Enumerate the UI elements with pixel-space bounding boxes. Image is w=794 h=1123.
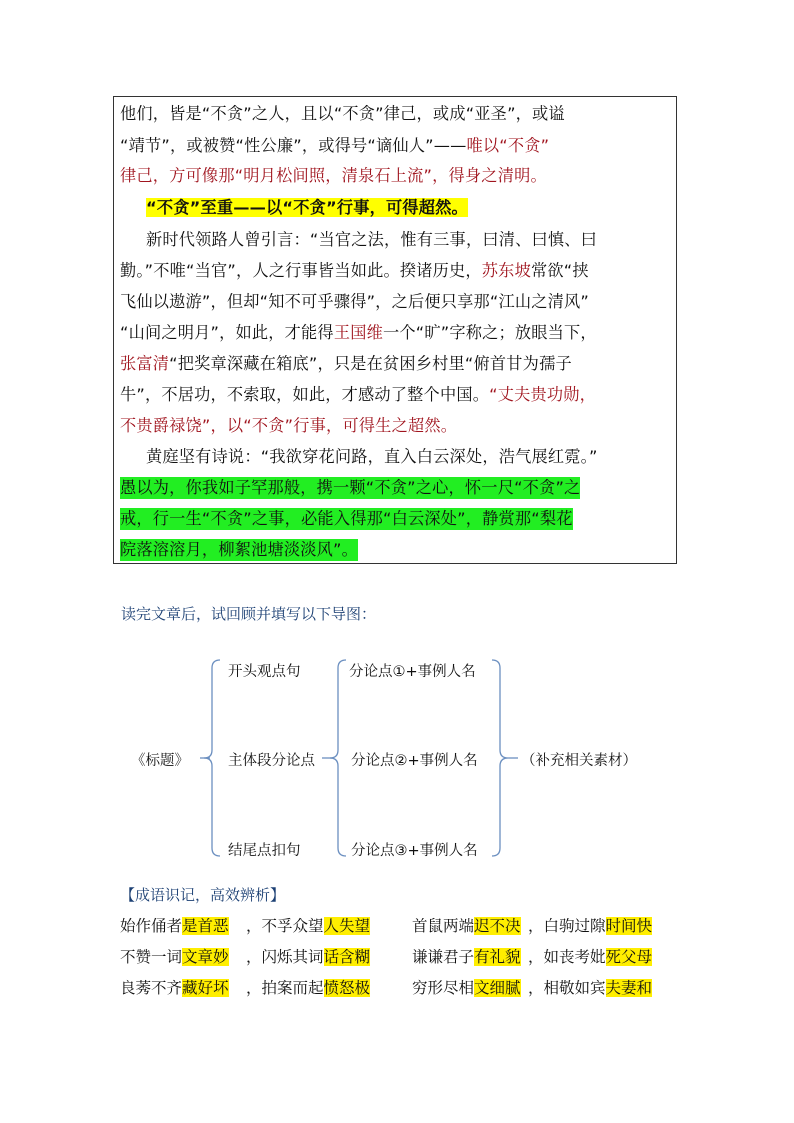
idiom-meaning-highlight: 是首恶 — [182, 917, 229, 935]
passage-line: 黄庭坚有诗说：“我欲穿花问路，直入白云深处，浩气展红霓。” — [146, 447, 598, 466]
passage-emphasis: 唯以“不贪” — [466, 136, 550, 155]
idiom-meaning-highlight: 话含糊 — [323, 948, 371, 966]
person-name: 王国维 — [333, 323, 383, 342]
mindmap-root: 《标题》 — [131, 753, 189, 769]
mindmap-point-1: 分论点①+事例人名 — [349, 664, 476, 680]
idiom-pair: 首鼠两端迟不决 — [412, 917, 521, 935]
conclusion-highlight: 戒，行一生“不贪”之事，必能入得那“白云深处”，静赏那“梨花 — [120, 509, 573, 528]
passage-text: 一个“旷”字称之；放眼当下， — [383, 323, 597, 342]
idiom-meaning-highlight: 人失望 — [323, 917, 371, 935]
idiom-meaning-highlight: 夫妻和 — [605, 979, 653, 997]
idiom-meaning-highlight: 迟不决 — [474, 917, 521, 935]
mindmap-ending: 结尾点扣句 — [228, 843, 301, 859]
idiom-pair: 谦谦君子有礼貌 — [412, 948, 521, 966]
quote-emphasis: “丈夫贵功勋， — [489, 385, 597, 404]
person-name: 张富清 — [120, 354, 170, 373]
conclusion-highlight: 愚以为，你我如子罕那般，携一颗“不贪”之心，怀一尺“不贪”之 — [120, 478, 581, 497]
mindmap-point-3: 分论点③+事例人名 — [351, 843, 478, 859]
passage-text: 牛”，不居功，不索取，如此，才感动了整个中国。 — [120, 385, 490, 404]
idiom-pair: ，不孚众望人失望 — [246, 917, 371, 935]
passage-line: 新时代领路人曾引言：“当官之法，惟有三事，曰清、曰慎、曰 — [146, 230, 598, 249]
idiom-meaning-highlight: 有礼貌 — [474, 948, 521, 966]
idiom-meaning-highlight: 文细腻 — [474, 979, 521, 997]
idiom-pair: 穷形尽相文细腻 — [412, 979, 521, 997]
idiom-meaning-highlight: 愤怒极 — [323, 979, 371, 997]
task-prompt: 读完文章后，试回顾并填写以下导图： — [121, 605, 377, 623]
passage-text: 勤。”不唯“当官”，人之行事皆当如此。揆诸历史， — [120, 261, 482, 280]
mindmap-point-2: 分论点②+事例人名 — [351, 753, 478, 769]
conclusion-highlight: 院落溶溶月，柳絮池塘淡淡风”。 — [120, 540, 359, 559]
idioms-heading: 【成语识记，高效辨析】 — [120, 886, 286, 904]
idiom-meaning-highlight: 藏好坏 — [182, 979, 229, 997]
idiom-pair: ，闪烁其词话含糊 — [246, 948, 371, 966]
idiom-meaning-highlight: 文章妙 — [182, 948, 229, 966]
passage-text: “靖节”，或被赞“性公廉”，或得号“谪仙人”—— — [120, 136, 467, 155]
idiom-pair: ，如丧考妣死父母 — [528, 948, 653, 966]
passage-line: 飞仙以遨游”，但却“知不可乎骤得”，之后便只享那“江山之清风” — [120, 292, 590, 311]
idiom-pair: ，相敬如宾夫妻和 — [528, 979, 653, 997]
passage-text: “把奖章深藏在箱底”，只是在贫困乡村里“俯首甘为孺子 — [169, 354, 572, 373]
mindmap-body: 主体段分论点 — [228, 753, 315, 769]
mindmap-opening: 开头观点句 — [228, 664, 301, 680]
passage-text: “山间之明月”，如此，才能得 — [120, 323, 334, 342]
idiom-pair: 始作俑者是首恶 — [120, 917, 229, 935]
idiom-meaning-highlight: 时间快 — [605, 917, 653, 935]
passage-line: 律己，方可像那“明月松间照，清泉石上流”，得身之清明。 — [120, 166, 547, 185]
idiom-pair: ，白驹过隙时间快 — [528, 917, 653, 935]
person-name: 苏东坡 — [481, 261, 531, 280]
sub-thesis-highlight: “不贪”至重——以“不贪”行事，可得超然。 — [146, 198, 468, 217]
idiom-pair: ，拍案而起愤怒极 — [246, 979, 371, 997]
idiom-pair: 良莠不齐藏好坏 — [120, 979, 229, 997]
mindmap-extra: （补充相关素材） — [521, 753, 637, 769]
passage-line: 他们，皆是“不贪”之人，且以“不贪”律己，或成“亚圣”，或谥 — [120, 104, 565, 123]
passage-line: 不贵爵禄饶”，以“不贪”行事，可得生之超然。 — [120, 416, 458, 435]
idiom-pair: 不赞一词文章妙 — [120, 948, 229, 966]
passage-text: 常欲“挟 — [530, 261, 589, 280]
idiom-meaning-highlight: 死父母 — [605, 948, 653, 966]
